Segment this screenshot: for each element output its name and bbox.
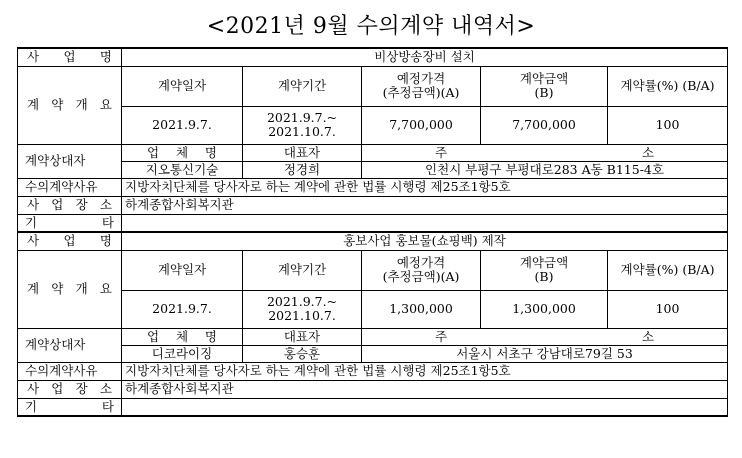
table-row [18,362,728,380]
business-name-value: 비상방송장비 설치 [122,48,728,66]
table-row [18,345,728,362]
label-location: 사 업 장 소 [18,380,122,398]
representative-value: 정경희 [243,161,362,178]
header-estimated-price: 예정가격 (추정금액)(A) [362,250,481,290]
label-reason: 수의계약사유 [18,362,122,380]
header-company-name: 업 체 명 [122,328,243,345]
table-row [18,380,728,398]
contract-amount-value: 7,700,000 [481,106,608,144]
contract-sheet [17,47,727,440]
contract-period-value: 2021.9.7.~ 2021.10.7. [243,106,362,144]
header-contract-date: 계약일자 [122,250,243,290]
table-row [18,48,728,66]
label-contract-summary: 계 약 개 요 [18,66,122,144]
contract-date-value: 2021.9.7. [122,290,243,328]
contract-amount-value: 1,300,000 [481,290,608,328]
header-address: 주 소 [362,328,728,345]
contract-rate-value: 100 [608,106,728,144]
table-row [18,398,728,416]
header-representative: 대표자 [243,144,362,161]
contract-rate-value: 100 [608,290,728,328]
table-row [18,66,728,106]
other-value [122,214,728,232]
table-row [18,250,728,290]
estimated-price-value: 7,700,000 [362,106,481,144]
table-row [18,144,728,161]
label-business-name: 사 업 명 [18,232,122,250]
contract-date-value: 2021.9.7. [122,106,243,144]
header-estimated-price: 예정가격 (추정금액)(A) [362,66,481,106]
estimated-price-value: 1,300,000 [362,290,481,328]
label-business-name: 사 업 명 [18,48,122,66]
label-other: 기 타 [18,398,122,416]
table-row [18,196,728,214]
table-row [18,106,728,144]
header-company-name: 업 체 명 [122,144,243,161]
representative-value: 홍승훈 [243,345,362,362]
header-contract-period: 계약기간 [243,66,362,106]
company-value: 지오통신기술 [122,161,243,178]
address-value: 서울시 서초구 강남대로79길 53 [362,345,728,362]
address-value: 인천시 부평구 부평대로283 A동 B115-4호 [362,161,728,178]
label-contractor: 계약상대자 [18,144,122,178]
label-other: 기 타 [18,214,122,232]
label-contract-summary: 계 약 개 요 [18,250,122,328]
label-location: 사 업 장 소 [18,196,122,214]
table-row [18,232,728,250]
table-row [18,214,728,232]
other-value [122,398,728,416]
reason-value: 지방자치단체를 당사자로 하는 계약에 관한 법률 시행령 제25조1항5호 [122,178,728,196]
label-contractor: 계약상대자 [18,328,122,362]
table-row [18,178,728,196]
table-row [18,161,728,178]
header-contract-amount: 계약금액 (B) [481,250,608,290]
page-title: <2021년 9월 수의계약 내역서> [206,14,536,39]
header-contract-amount: 계약금액 (B) [481,66,608,106]
contract-table [17,47,728,417]
header-contract-period: 계약기간 [243,250,362,290]
business-name-value: 홍보사업 홍보물(쇼핑백) 제작 [122,232,728,250]
header-contract-date: 계약일자 [122,66,243,106]
table-row [18,290,728,328]
label-reason: 수의계약사유 [18,178,122,196]
header-address: 주 소 [362,144,728,161]
header-contract-rate: 계약률(%) (B/A) [608,66,728,106]
header-representative: 대표자 [243,328,362,345]
contract-period-value: 2021.9.7.~ 2021.10.7. [243,290,362,328]
location-value: 하계종합사회복지관 [122,380,728,398]
company-value: 디코라이징 [122,345,243,362]
location-value: 하계종합사회복지관 [122,196,728,214]
table-row [18,328,728,345]
header-contract-rate: 계약률(%) (B/A) [608,250,728,290]
reason-value: 지방자치단체를 당사자로 하는 계약에 관한 법률 시행령 제25조1항5호 [122,362,728,380]
